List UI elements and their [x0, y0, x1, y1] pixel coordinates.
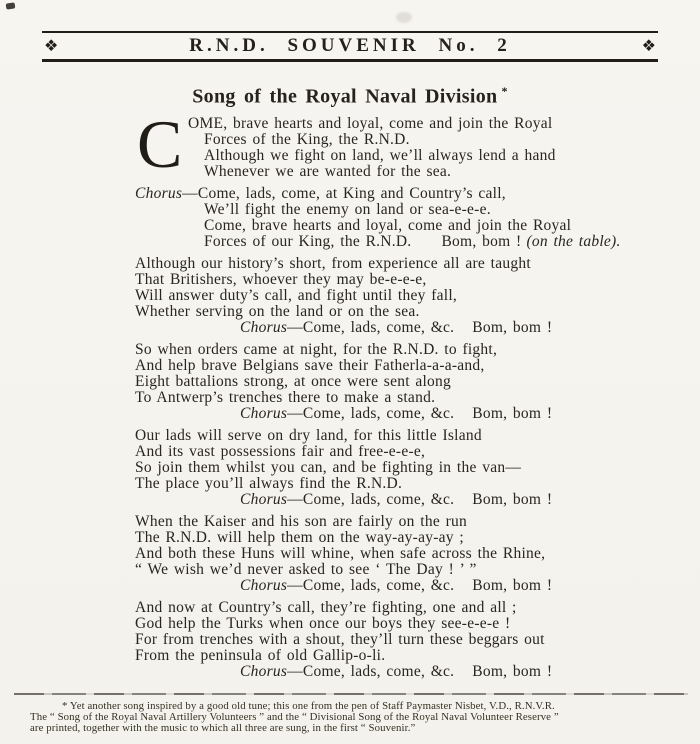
- verse-line: When the Kaiser and his son are fairly on the run: [135, 513, 467, 530]
- masthead-band: [42, 31, 658, 62]
- verse-line: Forces of the King, the R.N.D.: [204, 131, 410, 148]
- chorus-label: Chorus: [240, 319, 288, 336]
- stanza-verse-5: [135, 514, 680, 594]
- stanza-chorus: [135, 186, 680, 250]
- verse-line: For from trenches with a shout, they’ll turn these beggars out: [135, 631, 545, 648]
- footnote-rule: [14, 693, 688, 695]
- stanza-verse-1: [135, 106, 680, 182]
- chorus-line: We’ll fight the enemy on land or sea-e-e-e.: [204, 201, 491, 218]
- refrain-line: [135, 406, 680, 422]
- verse-line: Eight battalions strong, at once were sent along: [135, 373, 452, 390]
- page-title: [0, 84, 700, 109]
- verse-line: So when orders came at night, for the R.N.D. to fight,: [135, 341, 498, 358]
- chorus-text: —Come, lads, come, at King and Country’s call,: [182, 185, 506, 202]
- bom-bom-text: Bom, bom !: [441, 233, 522, 250]
- bom-bom-text: Bom, bom !: [472, 319, 553, 336]
- verse-line: Whether serving on the land or on the sea.: [135, 303, 420, 320]
- refrain-text: —Come, lads, come, &c.: [287, 405, 455, 422]
- verse-line: “ We wish we’d never asked to see ‘ The Day ! ’ ”: [135, 561, 477, 578]
- stanza-verse-6: [135, 600, 680, 680]
- chorus-label: Chorus: [240, 577, 288, 594]
- masthead-title: R.N.D. SOUVENIR No. 2: [189, 35, 511, 56]
- bom-bom-text: Bom, bom !: [472, 491, 553, 508]
- refrain-line: [135, 664, 680, 680]
- chorus-line: Come, brave hearts and loyal, come and join the Royal: [204, 217, 572, 234]
- scan-speck: [6, 2, 16, 9]
- chorus-label: Chorus: [240, 663, 288, 680]
- chorus-text: Forces of our King, the R.N.D.: [204, 233, 412, 250]
- verse-line: The place you’ll always find the R.N.D.: [135, 475, 403, 492]
- refrain-text: —Come, lads, come, &c.: [287, 319, 455, 336]
- chorus-label: Chorus: [240, 491, 288, 508]
- footnote-line: The “ Song of the Royal Naval Artillery Volunteers ” and the “ Divisional Song of the Royal Naval Volunteer Reserve ”: [30, 711, 559, 723]
- scan-smudge: [396, 12, 412, 23]
- verse-line: Will answer duty’s call, and fight until they fall,: [135, 287, 458, 304]
- refrain-line: [135, 578, 680, 594]
- verse-line: And its vast possessions fair and free-e-e-e,: [135, 443, 426, 460]
- left-ornament-icon: ❖: [44, 36, 59, 55]
- footnote: [30, 701, 678, 734]
- chorus-line: [135, 186, 680, 202]
- refrain-text: —Come, lads, come, &c.: [287, 577, 455, 594]
- refrain-line: [135, 320, 680, 336]
- drop-cap: C: [137, 106, 183, 182]
- song-body: [135, 106, 680, 686]
- verse-line: The R.N.D. will help them on the way-ay-ay-ay ;: [135, 529, 464, 546]
- bom-bom-text: Bom, bom !: [472, 577, 553, 594]
- chorus-label: Chorus: [240, 405, 288, 422]
- verse-line: God help the Turks when once our boys they see-e-e-e !: [135, 615, 511, 632]
- stanza-verse-4: [135, 428, 680, 508]
- stage-direction: (on the table).: [526, 233, 621, 250]
- verse-line: Our lads will serve on dry land, for this little Island: [135, 427, 482, 444]
- chorus-label: Chorus: [135, 185, 183, 202]
- verse-line: To Antwerp’s trenches there to make a stand.: [135, 389, 436, 406]
- refrain-line: [135, 492, 680, 508]
- footnote-marker: *: [501, 84, 508, 98]
- refrain-text: —Come, lads, come, &c.: [287, 663, 455, 680]
- verse-line: OME, brave hearts and loyal, come and join the Royal: [188, 115, 553, 132]
- right-ornament-icon: ❖: [641, 36, 656, 55]
- page-title-text: Song of the Royal Naval Division: [192, 85, 498, 108]
- verse-line: And both these Huns will whine, when safe across the Rhine,: [135, 545, 546, 562]
- verse-line: And help brave Belgians save their Fatherla-a-a-and,: [135, 357, 485, 374]
- stanza-verse-2: [135, 256, 680, 336]
- verse-line: That Britishers, whoever they may be-e-e-e,: [135, 271, 427, 288]
- verse-line: From the peninsula of old Gallip-o-li.: [135, 647, 386, 664]
- verse-line: Although our history’s short, from experience all are taught: [135, 255, 531, 272]
- verse-line: And now at Country’s call, they’re fighting, one and all ;: [135, 599, 517, 616]
- bom-bom-text: Bom, bom !: [472, 663, 553, 680]
- verse-line: So join them whilst you can, and be fighting in the van—: [135, 459, 522, 476]
- verse-line: Whenever we are wanted for the sea.: [204, 163, 452, 180]
- refrain-text: —Come, lads, come, &c.: [287, 491, 455, 508]
- chorus-line: [135, 234, 680, 250]
- bom-bom-text: Bom, bom !: [472, 405, 553, 422]
- footnote-line: are printed, together with the music to which all three are sung, in the first “ Souvenir.”: [30, 722, 416, 734]
- stanza-verse-3: [135, 342, 680, 422]
- footnote-line: * Yet another song inspired by a good old tune; this one from the pen of Staff Paymaster Nisbet, V.D., R.N.V.R.: [62, 700, 555, 712]
- verse-line: Although we fight on land, we’ll always lend a hand: [204, 147, 556, 164]
